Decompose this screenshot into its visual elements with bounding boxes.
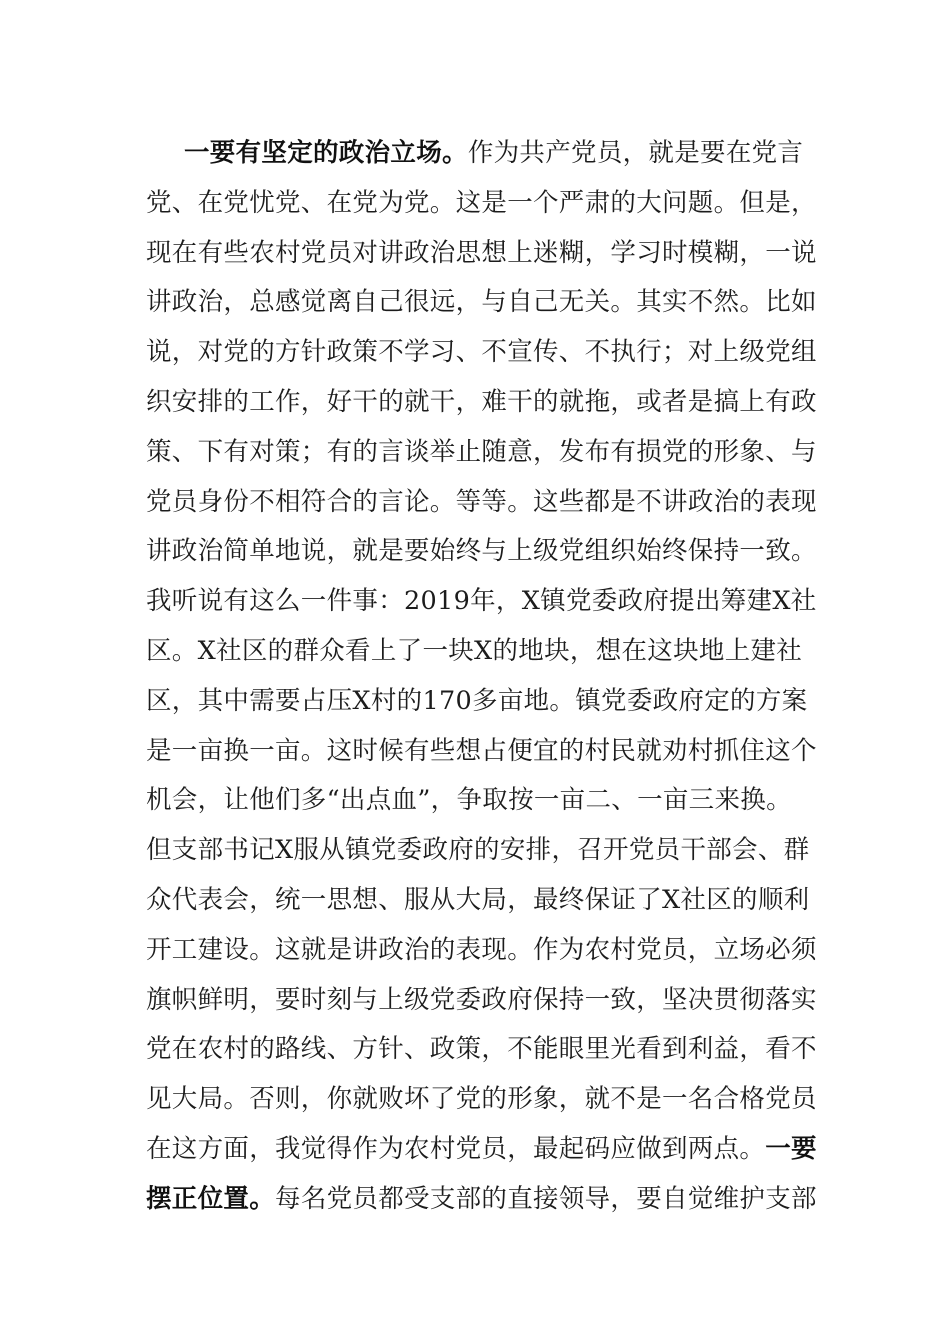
line-text: 旗帜鲜明，要时刻与上级党委政府保持一致，坚决贯彻落实 xyxy=(146,984,817,1015)
line-text: 众代表会，统一思想、服从大局，最终保证了X社区的顺利 xyxy=(146,884,810,915)
line-text: 策、下有对策；有的言谈举止随意，发布有损党的形象、与 xyxy=(146,436,817,467)
line-text: 我听说有这么一件事：2019年，X镇党委政府提出筹建X社 xyxy=(146,586,817,617)
line-text: 是一亩换一亩。这时候有些想占便宜的村民就劝村抓住这个 xyxy=(146,735,817,766)
line-text: 党员身份不相符合的言论。等等。这些都是不讲政治的表现 xyxy=(146,486,817,517)
line-text: 机会，让他们多“出点血”，争取按一亩二、一亩三来换。 xyxy=(146,785,792,816)
paragraph-line xyxy=(146,1175,817,1225)
line-text: 讲政治，总感觉离自己很远，与自己无关。其实不然。比如 xyxy=(146,287,817,318)
emphasis-heading: 一要有坚定的政治立场。 xyxy=(184,138,468,168)
paragraph-line xyxy=(146,179,817,229)
paragraph-line xyxy=(146,627,812,677)
paragraph-line xyxy=(146,229,817,279)
paragraph-line xyxy=(146,826,812,876)
paragraph-line xyxy=(146,1125,817,1175)
body-text xyxy=(146,129,817,1225)
paragraph-line xyxy=(146,428,817,478)
paragraph-line xyxy=(146,926,817,976)
paragraph-line xyxy=(146,976,817,1026)
paragraph-line xyxy=(146,577,817,627)
paragraph-line xyxy=(146,527,817,577)
line-text: 作为共产党员，就是要在党言 xyxy=(467,138,804,168)
paragraph-line xyxy=(146,776,812,826)
emphasis-heading: 摆正位置。 xyxy=(146,1183,276,1214)
paragraph-line xyxy=(146,278,817,328)
line-text: 织安排的工作，好干的就干，难干的就拖，或者是搞上有政 xyxy=(146,386,817,417)
line-text: 开工建设。这就是讲政治的表现。作为农村党员，立场必须 xyxy=(146,934,817,965)
paragraph-line xyxy=(146,876,812,926)
line-text: 每名党员都受支部的直接领导，要自觉维护支部 xyxy=(275,1183,817,1214)
line-text: 党在农村的路线、方针、政策，不能眼里光看到利益，看不 xyxy=(146,1034,817,1065)
paragraph-line xyxy=(146,328,817,378)
paragraph-line xyxy=(146,378,817,428)
line-text: 党、在党忧党、在党为党。这是一个严肃的大问题。但是， xyxy=(146,187,817,218)
paragraph-line xyxy=(146,1025,817,1075)
paragraph-line xyxy=(146,727,817,777)
line-text: 讲政治简单地说，就是要始终与上级党组织始终保持一致。 xyxy=(146,536,817,567)
line-text: 但支部书记X服从镇党委政府的安排，召开党员干部会、群 xyxy=(146,835,810,866)
paragraph-line xyxy=(146,1075,817,1125)
paragraph-line xyxy=(146,129,812,179)
emphasis-heading: 一要 xyxy=(765,1133,817,1164)
line-text: 区。X社区的群众看上了一块X的地块，想在这块地上建社 xyxy=(146,635,803,666)
paragraph-line xyxy=(146,478,817,528)
paragraph-line xyxy=(146,677,812,727)
line-text: 现在有些农村党员对讲政治思想上迷糊，学习时模糊，一说 xyxy=(146,237,817,268)
line-text: 说，对党的方针政策不学习、不宣传、不执行；对上级党组 xyxy=(146,337,817,368)
line-text: 在这方面，我觉得作为农村党员，最起码应做到两点。 xyxy=(146,1133,766,1164)
line-text: 区，其中需要占压X村的170多亩地。镇党委政府定的方案 xyxy=(146,685,808,716)
line-text: 见大局。否则，你就败坏了党的形象，就不是一名合格党员 xyxy=(146,1084,817,1115)
